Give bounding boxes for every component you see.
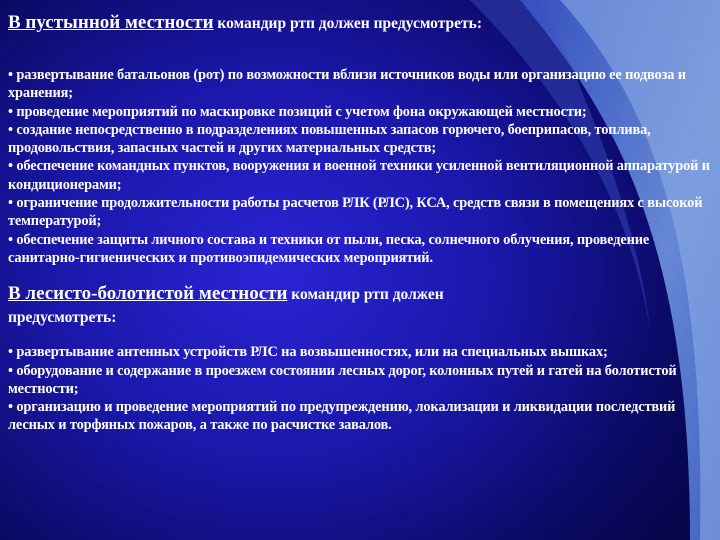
- list-item: • организацию и проведение мероприятий по предупреждению, локализации и ликвидации последствий лесных и торфяных пожаров, а также по расчистке завалов.: [8, 399, 676, 434]
- list-item: • проведение мероприятий по маскировке позиций с учетом фона окружающей местности;: [8, 103, 587, 120]
- list-item: • обеспечение командных пунктов, вооружения и военной техники усиленной вентиляционной аппаратурой и кондиционерами;: [8, 158, 710, 193]
- section1-list: [8, 66, 714, 267]
- section2-list: [8, 343, 714, 434]
- section1-heading-rest: командир ртп должен предусмотреть:: [213, 15, 483, 32]
- section2-heading-line2: предусмотреть:: [8, 309, 117, 327]
- section2-heading-line1: [8, 281, 714, 307]
- list-item: • обеспечение защиты личного состава и техники от пыли, песка, солнечного облучения, проведение санитарно-гигиенических и противоэпидемических мероприятий.: [8, 231, 650, 266]
- list-item: • развертывание батальонов (рот) по возможности вблизи источников воды или организацию ее подвоза и хранения;: [8, 67, 686, 102]
- list-item: • оборудование и содержание в проезжем состоянии лесных дорог, колонных путей и гатей на болотистой местности;: [8, 362, 677, 397]
- list-item: • ограничение продолжительности работы расчетов РЛК (РЛС), КСА, средств связи в помещениях с высокой температурой;: [8, 195, 703, 230]
- slide-content: [8, 10, 714, 435]
- section1-heading: [8, 10, 714, 36]
- list-item: • создание непосредственно в подразделениях повышенных запасов горючего, боеприпасов, топлива, продовольствия, запасных частей и других материальных средств;: [8, 121, 651, 157]
- section1-heading-lead: В пустынной местности: [8, 12, 214, 33]
- section2-heading: [8, 281, 714, 329]
- section2-heading-lead: В лесисто-болотистой местности: [8, 283, 288, 305]
- section2-heading-rest: командир ртп должен: [287, 286, 444, 304]
- list-item: • развертывание антенных устройств РЛС на возвышенностях, или на специальных вышках;: [8, 344, 608, 361]
